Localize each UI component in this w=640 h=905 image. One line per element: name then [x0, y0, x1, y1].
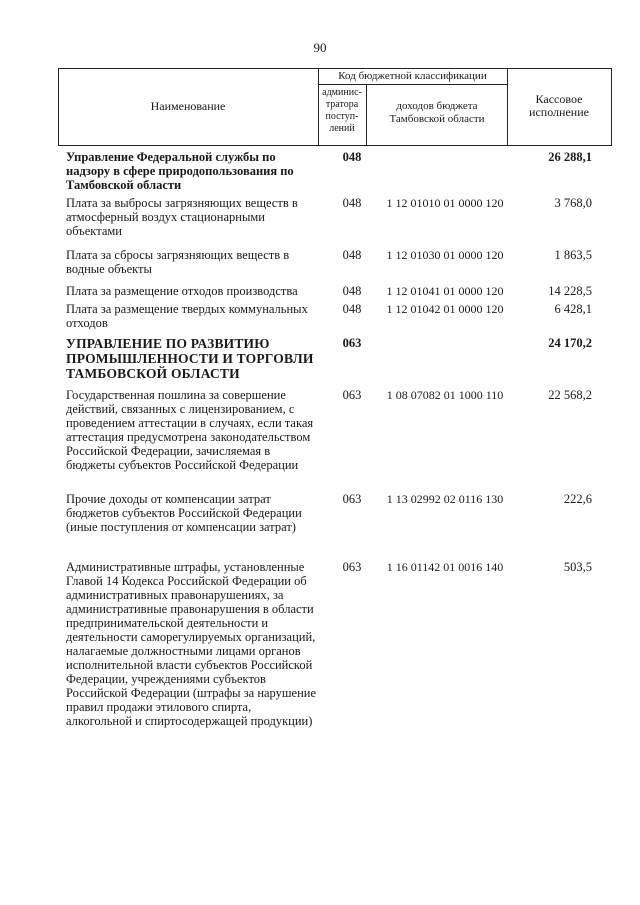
divider [318, 84, 507, 85]
row-admin-code: 063 [342, 560, 362, 574]
row-name: Управление Федеральной службы по надзору в сфере природопользования по Тамбовской области [66, 150, 294, 192]
row-admin-code: 048 [342, 284, 362, 298]
row-income-code: 1 12 01042 01 0000 120 [386, 302, 504, 316]
header-exec: Кассовое исполнение [529, 92, 589, 119]
header-admin: админис- тратора поступ- лений [322, 87, 362, 134]
row-amount: 22 568,2 [548, 388, 592, 402]
row-name: Плата за сбросы загрязняющих веществ в водные объекты [66, 248, 290, 276]
row-name: УПРАВЛЕНИЕ ПО РАЗВИТИЮ ПРОМЫШЛЕННОСТИ И ТОРГОВЛИ ТАМБОВСКОЙ ОБЛАСТИ [66, 336, 314, 381]
row-income-code: 1 12 01041 01 0000 120 [386, 284, 504, 298]
divider [366, 84, 367, 145]
row-admin-code: 063 [342, 388, 362, 402]
row-income-code: 1 08 07082 01 1000 110 [386, 388, 504, 402]
row-name: Административные штрафы, установленные Главой 14 Кодекса Российской Федерации об административных правонарушениях, за административные правонарушения в области предпринимательской деятельности и деятельности саморегулируемых организаций, налагаемые должностными лицами органов исполнительной власти субъектов Российской Федерации, учреждениями субъектов Российской Федерации (штрафы за нарушение правил продажи этилового спирта, алкогольной и спиртосодержащей продукции) [66, 560, 316, 728]
row-name: Государственная пошлина за совершение действий, связанных с лицензированием, с проведением аттестации в случаях, если такая аттестация предусмотрена законодательством Российской Федерации, зачисляемая в бюджеты субъектов Российской Федерации [66, 388, 314, 472]
row-admin-code: 048 [342, 302, 362, 316]
row-amount: 26 288,1 [548, 150, 592, 164]
row-name: Плата за выбросы загрязняющих веществ в атмосферный воздух стационарными объектами [66, 196, 298, 238]
header-name: Наименование [150, 99, 226, 113]
row-name: Плата за размещение отходов производства [66, 284, 298, 298]
row-admin-code: 048 [342, 196, 362, 210]
row-income-code: 1 12 01030 01 0000 120 [386, 248, 504, 262]
row-amount: 14 228,5 [548, 284, 592, 298]
row-amount: 24 170,2 [548, 336, 592, 350]
header-kbk: Код бюджетной классификации [338, 70, 487, 82]
row-name: Прочие доходы от компенсации затрат бюджетов субъектов Российской Федерации (иные поступления от компенсации затрат) [66, 492, 302, 534]
row-income-code: 1 16 01142 01 0016 140 [386, 560, 504, 574]
row-amount: 3 768,0 [554, 196, 592, 210]
row-amount: 222,6 [563, 492, 592, 506]
row-amount: 503,5 [563, 560, 592, 574]
row-income-code: 1 13 02992 02 0116 130 [386, 492, 504, 506]
row-admin-code: 063 [342, 336, 362, 350]
row-name: Плата за размещение твердых коммунальных отходов [66, 302, 308, 330]
divider [507, 68, 508, 145]
row-admin-code: 048 [342, 150, 362, 164]
row-admin-code: 063 [342, 492, 362, 506]
row-amount: 1 863,5 [554, 248, 592, 262]
row-amount: 6 428,1 [554, 302, 592, 316]
row-admin-code: 048 [342, 248, 362, 262]
header-income: доходов бюджета Тамбовской области [389, 100, 485, 125]
row-income-code: 1 12 01010 01 0000 120 [386, 196, 504, 210]
page-number: 90 [313, 40, 327, 55]
